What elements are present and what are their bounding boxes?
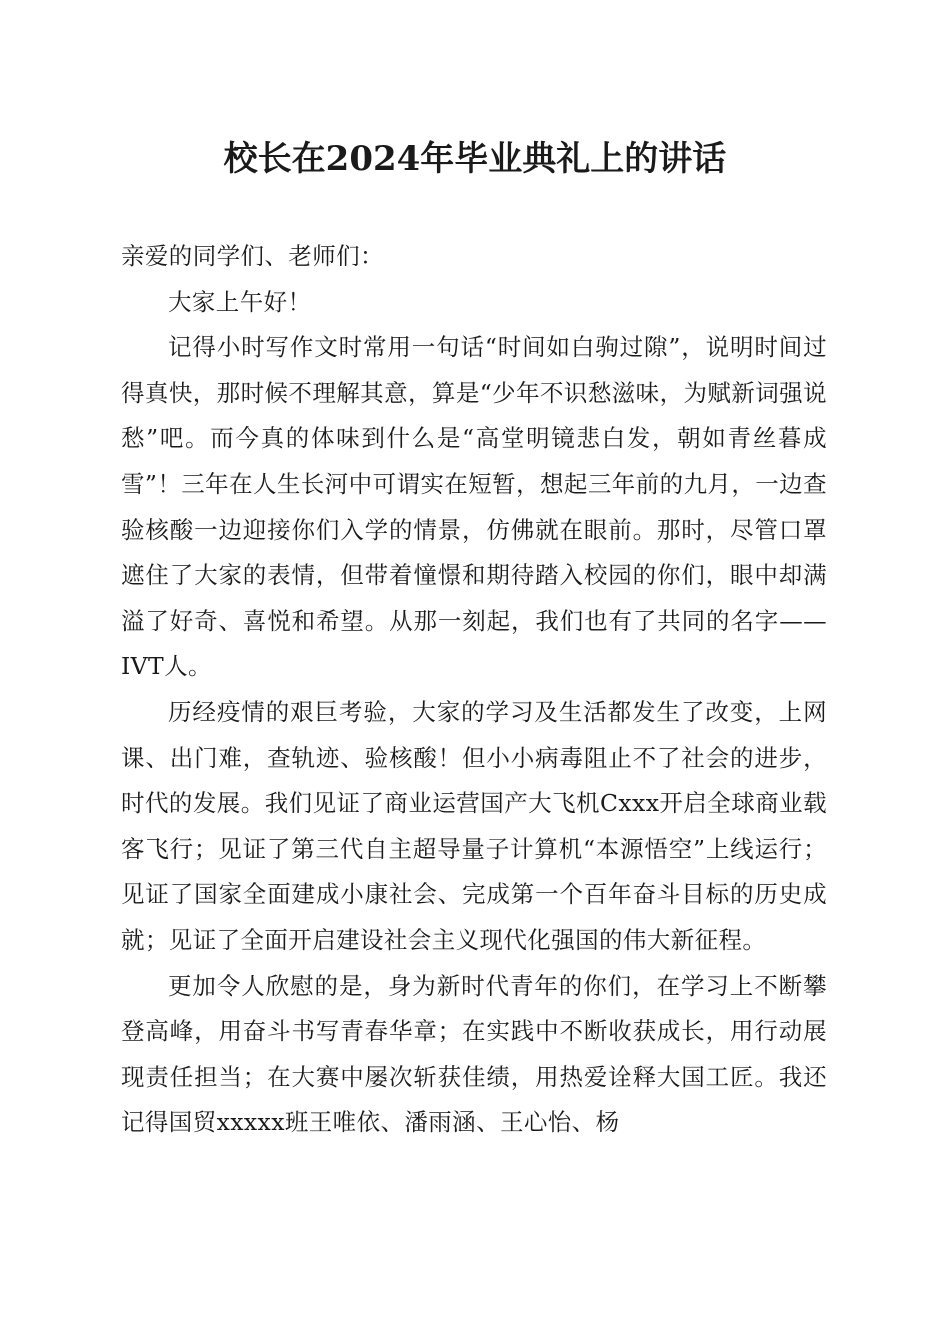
body-paragraph: 记得小时写作文时常用一句话“时间如白驹过隙”，说明时间过得真快，那时候不理解其意，算是“少年不识愁滋味，为赋新词强说愁”吧。而今真的体味到什么是“高堂明镜悲白发，朝如青丝暮成雪”！三年在人生长河中可谓实在短暂，想起三年前的九月，一边查验核酸一边迎接你们入学的情景，仿佛就在眼前。那时，尽管口罩遮住了大家的表情，但带着憧憬和期待踏入校园的你们，眼中却满溢了好奇、喜悦和希望。从那一刻起，我们也有了共同的名字——IVT人。: [121, 333, 827, 681]
body-paragraph: 更加令人欣慰的是，身为新时代青年的你们，在学习上不断攀登高峰，用奋斗书写青春华章；在实践中不断收获成长，用行动展现责任担当；在大赛中屡次斩获佳绩，用热爱诠释大国工匠。我还记得国贸xxxxx班王唯依、潘雨涵、王心怡、杨: [121, 971, 827, 1137]
body-paragraph: 历经疫情的艰巨考验，大家的学习及生活都发生了改变，上网课、出门难，查轨迹、验核酸！但小小病毒阻止不了社会的进步，时代的发展。我们见证了商业运营国产大飞机Cxxx开启全球商业载客飞行；见证了第三代自主超导量子计算机“本源悟空”上线运行；见证了国家全面建成小康社会、完成第一个百年奋斗目标的历史成就；见证了全面开启建设社会主义现代化强国的伟大新征程。: [121, 697, 827, 954]
document-title: 校长在2024年毕业典礼上的讲话: [223, 139, 727, 179]
document-body: [121, 234, 827, 1146]
salutation-paragraph: 亲爱的同学们、老师们：: [121, 242, 384, 270]
greeting-paragraph: 大家上午好！: [168, 287, 312, 316]
